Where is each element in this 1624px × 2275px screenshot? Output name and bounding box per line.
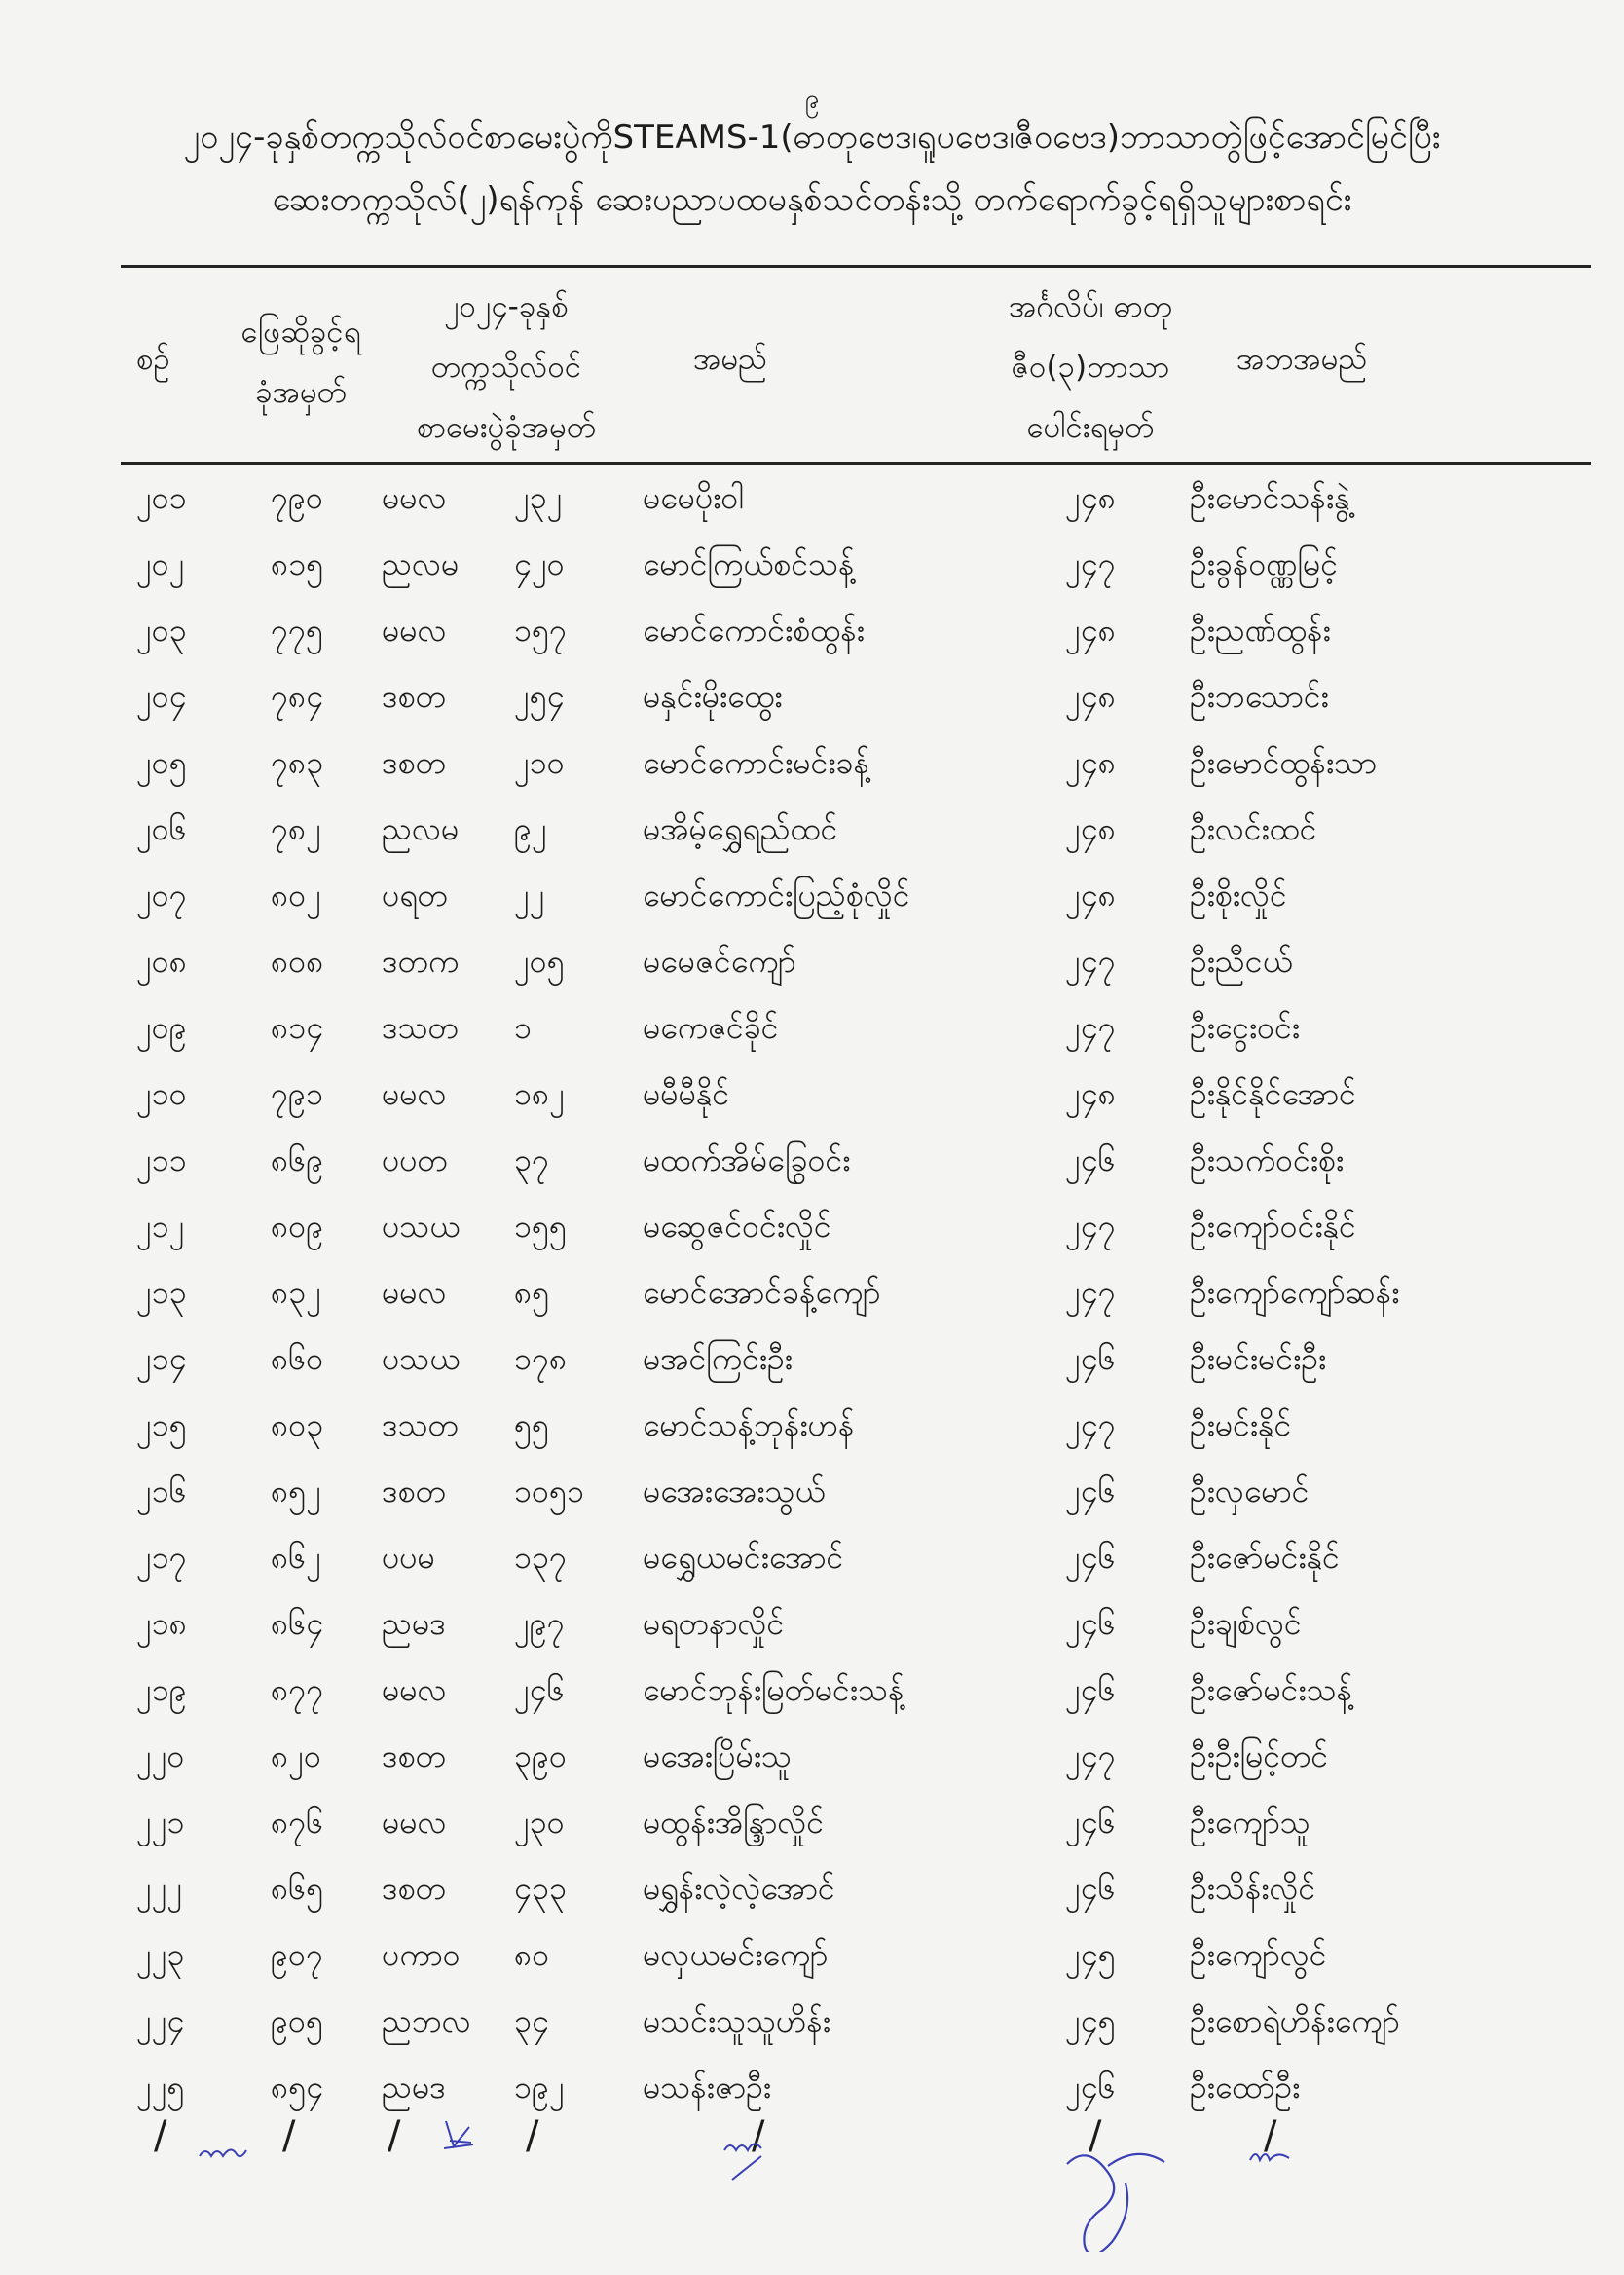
roll-number: ၈၀၉ bbox=[271, 1208, 324, 1245]
total-score: ၂၄၆ bbox=[1065, 1340, 1116, 1377]
table-row bbox=[0, 1139, 1624, 1206]
student-name: မသန်းဇာဦး bbox=[643, 2069, 771, 2106]
table-row bbox=[0, 676, 1624, 742]
student-name: မဆွေဇင်ဝင်းလှိုင် bbox=[643, 1208, 831, 1245]
header-bottom-rule bbox=[121, 462, 1591, 465]
exam-center-code: ညလမ bbox=[382, 545, 460, 582]
total-score: ၂၄၇ bbox=[1065, 1009, 1116, 1046]
exam-seat-number: ၂၃၂ bbox=[514, 479, 563, 516]
table-row bbox=[0, 1735, 1624, 1802]
total-score: ၂၄၆ bbox=[1065, 1605, 1116, 1642]
header-father-name: အဘအမည် bbox=[1236, 342, 1368, 377]
student-name: မသင်းသူသူဟိန်း bbox=[643, 2002, 830, 2039]
father-name: ဦးကျော်လွင် bbox=[1190, 1936, 1327, 1973]
table-row bbox=[0, 1802, 1624, 1868]
student-name: မောင်ကောင်းစံထွန်း bbox=[643, 612, 865, 649]
exam-center-code: မမလ bbox=[382, 1671, 447, 1708]
roll-number: ၈၆၀ bbox=[271, 1340, 324, 1377]
student-name: မထက်အိမ်ခြွေဝင်း bbox=[643, 1141, 851, 1178]
exam-center-code: ပရတ bbox=[382, 876, 448, 914]
father-name: ဦးဇော်မင်းနိုင် bbox=[1190, 1539, 1340, 1576]
roll-number: ၈၅၂ bbox=[271, 1473, 321, 1510]
father-name: ဦးလှမောင် bbox=[1190, 1473, 1310, 1510]
total-score: ၂၄၈ bbox=[1065, 1075, 1116, 1112]
exam-seat-number: ၃၉၀ bbox=[514, 1737, 567, 1774]
serial-number: ၂၂၄ bbox=[136, 2002, 185, 2039]
exam-center-code: ညမဒ bbox=[382, 1605, 446, 1642]
initials-signature-2 bbox=[436, 2111, 485, 2160]
roll-number: ၈၆၅ bbox=[271, 1870, 324, 1907]
roll-number: ၈၃၂ bbox=[271, 1274, 321, 1311]
serial-number: ၂၁၈ bbox=[136, 1605, 187, 1642]
exam-center-code: ပသယ bbox=[382, 1340, 461, 1377]
exam-center-code: ဒစတ bbox=[382, 678, 446, 715]
roll-number: ၇၈၃ bbox=[271, 744, 324, 781]
exam-center-code: ပပမ bbox=[382, 1539, 435, 1576]
table-row bbox=[0, 941, 1624, 1007]
table-row bbox=[0, 1073, 1624, 1139]
total-score: ၂၄၈ bbox=[1065, 612, 1116, 649]
table-row bbox=[0, 543, 1624, 610]
student-name: မအေးပြိမ်းသူ bbox=[643, 1737, 792, 1774]
header-exam-line-1: ၂၀၂၄-ခုနှစ် bbox=[444, 289, 569, 324]
roll-number: ၈၅၄ bbox=[271, 2069, 324, 2106]
father-name: ဦးမင်းနိုင် bbox=[1190, 1406, 1292, 1443]
header-score bbox=[964, 277, 1217, 458]
serial-number: ၂၀၃ bbox=[136, 612, 187, 649]
roll-number: ၈၀၃ bbox=[271, 1406, 324, 1443]
serial-number: ၂၁၁ bbox=[136, 1141, 187, 1178]
total-score: ၂၄၈ bbox=[1065, 744, 1116, 781]
header-score-line-1: အင်္ဂလိပ်၊ ဓာတု bbox=[1008, 289, 1173, 324]
exam-center-code: ဒစတ bbox=[382, 1870, 446, 1907]
father-name: ဦးစောရဲဟိန်းကျော် bbox=[1190, 2002, 1400, 2039]
student-name: မမေပိုးဝါ bbox=[643, 479, 744, 516]
table-row bbox=[0, 1603, 1624, 1669]
exam-seat-number: ၂၅၄ bbox=[514, 678, 565, 715]
roll-number: ၉၀၇ bbox=[271, 1936, 323, 1973]
table-row bbox=[0, 1537, 1624, 1603]
table-row bbox=[0, 2000, 1624, 2067]
father-name: ဦးမောင်ထွန်းသာ bbox=[1190, 744, 1378, 781]
roll-number: ၈၆၂ bbox=[271, 1539, 321, 1576]
header-exam-line-2: တက္ကသိုလ်ဝင် bbox=[430, 350, 582, 385]
serial-number: ၂၀၉ bbox=[136, 1009, 187, 1046]
table-row bbox=[0, 875, 1624, 941]
student-name: မမီမီနိုင် bbox=[643, 1075, 730, 1112]
initials-signature-1 bbox=[195, 2129, 263, 2168]
serial-number: ၂၂၀ bbox=[136, 1737, 185, 1774]
header-exam-number bbox=[389, 277, 623, 458]
slash-mark: / bbox=[752, 2113, 765, 2158]
father-name: ဦးနိုင်နိုင်အောင် bbox=[1190, 1075, 1356, 1112]
exam-seat-number: ၅၅ bbox=[514, 1406, 549, 1443]
total-score: ၂၄၇ bbox=[1065, 545, 1116, 582]
exam-center-code: ဒစတ bbox=[382, 744, 446, 781]
student-name: မအင်ကြင်းဦး bbox=[643, 1340, 793, 1377]
initials-signature-3 bbox=[719, 2131, 787, 2199]
exam-center-code: ညလမ bbox=[382, 810, 460, 847]
exam-seat-number: ၁၅၅ bbox=[514, 1208, 567, 1245]
total-score: ၂၄၆ bbox=[1065, 1804, 1116, 1841]
serial-number: ၂၀၂ bbox=[136, 545, 185, 582]
roll-number: ၇၈၂ bbox=[271, 810, 321, 847]
father-name: ဦးသိန်းလှိုင် bbox=[1190, 1870, 1316, 1907]
header-no: စဉ် bbox=[136, 342, 170, 377]
exam-center-code: ဒသတ bbox=[382, 1009, 459, 1046]
father-name: ဦးဘသောင်း bbox=[1190, 678, 1329, 715]
serial-number: ၂၁၇ bbox=[136, 1539, 187, 1576]
table-row bbox=[0, 610, 1624, 676]
table-row bbox=[0, 1272, 1624, 1338]
exam-center-code: ဒစတ bbox=[382, 1473, 446, 1510]
slash-mark: / bbox=[154, 2113, 167, 2158]
roll-number: ၈၇၆ bbox=[271, 1804, 324, 1841]
header-roll bbox=[218, 302, 384, 423]
exam-seat-number: ၈၅ bbox=[514, 1274, 550, 1311]
student-name: မောင်ကောင်းပြည့်စုံလှိုင် bbox=[643, 876, 910, 914]
exam-center-code: မမလ bbox=[382, 1804, 447, 1841]
exam-seat-number: ၂၃၀ bbox=[514, 1804, 565, 1841]
roll-number: ၈၀၂ bbox=[271, 876, 321, 914]
serial-number: ၂၀၈ bbox=[136, 943, 187, 980]
serial-number: ၂၁၄ bbox=[136, 1340, 187, 1377]
table-row bbox=[0, 1471, 1624, 1537]
serial-number: ၂၁၉ bbox=[136, 1671, 187, 1708]
serial-number: ၂၁၅ bbox=[136, 1406, 187, 1443]
exam-seat-number: ၂၁၀ bbox=[514, 744, 565, 781]
serial-number: ၂၀၄ bbox=[136, 678, 187, 715]
student-name: မလှယမင်းကျော် bbox=[643, 1936, 829, 1973]
total-score: ၂၄၅ bbox=[1065, 2002, 1116, 2039]
header-score-line-2: ဇီဝ(၃)ဘာသာ bbox=[1011, 350, 1170, 385]
total-score: ၂၄၇ bbox=[1065, 1737, 1116, 1774]
table-row bbox=[0, 1404, 1624, 1471]
serial-number: ၂၀၁ bbox=[136, 479, 187, 516]
header-top-rule bbox=[121, 265, 1591, 268]
serial-number: ၂၁၂ bbox=[136, 1208, 185, 1245]
serial-number: ၂၁၃ bbox=[136, 1274, 187, 1311]
total-score: ၂၄၆ bbox=[1065, 1870, 1116, 1907]
exam-center-code: ညမဒ bbox=[382, 2069, 446, 2106]
student-name: မောင်ကြယ်စင်သန့် bbox=[643, 545, 855, 582]
exam-center-code: ဒစတ bbox=[382, 1737, 446, 1774]
father-name: ဦးကျော်ကျော်ဆန်း bbox=[1190, 1274, 1400, 1311]
student-name: မောင်ဘုန်းမြတ်မင်းသန့် bbox=[643, 1671, 904, 1708]
table-row bbox=[0, 477, 1624, 543]
table-row bbox=[0, 1934, 1624, 2000]
roll-number: ၈၆၄ bbox=[271, 1605, 324, 1642]
total-score: ၂၄၇ bbox=[1065, 943, 1116, 980]
exam-seat-number: ၁၉၂ bbox=[514, 2069, 565, 2106]
serial-number: ၂၂၁ bbox=[136, 1804, 185, 1841]
serial-number: ၂၂၃ bbox=[136, 1936, 185, 1973]
header-score-line-3: ပေါင်းရမှတ် bbox=[1026, 410, 1155, 445]
student-name: မကေဇင်ခိုင် bbox=[643, 1009, 779, 1046]
header-name: အမည် bbox=[693, 342, 768, 377]
exam-seat-number: ၂၄၆ bbox=[514, 1671, 565, 1708]
roll-number: ၈၁၄ bbox=[271, 1009, 324, 1046]
slash-mark: / bbox=[388, 2113, 401, 2158]
exam-center-code: ပသယ bbox=[382, 1208, 461, 1245]
header-roll-line-1: ဖြေဆိုခွင့်ရ bbox=[240, 315, 361, 350]
father-name: ဦးကျော်ဝင်းနိုင် bbox=[1190, 1208, 1356, 1245]
student-name: မောင်အောင်ခန့်ကျော် bbox=[643, 1274, 881, 1311]
father-name: ဦးညီငယ် bbox=[1190, 943, 1293, 980]
total-score: ၂၄၇ bbox=[1065, 1274, 1116, 1311]
exam-seat-number: ၄၃၃ bbox=[514, 1870, 567, 1907]
exam-center-code: ညဘလ bbox=[382, 2002, 471, 2039]
student-name: မမေဇင်ကျော် bbox=[643, 943, 796, 980]
student-name: မောင်သန့်ဘုန်းဟန် bbox=[643, 1406, 855, 1443]
table-row bbox=[0, 1007, 1624, 1073]
table-row bbox=[0, 808, 1624, 875]
table-row bbox=[0, 1206, 1624, 1272]
roll-number: ၈၀၈ bbox=[271, 943, 324, 980]
slash-mark: / bbox=[526, 2113, 539, 2158]
exam-center-code: မမလ bbox=[382, 612, 447, 649]
total-score: ၂၄၆ bbox=[1065, 1671, 1116, 1708]
student-name: မရတနာလှိုင် bbox=[643, 1605, 785, 1642]
total-score: ၂၄၆ bbox=[1065, 1539, 1116, 1576]
student-name: မအေးအေးသွယ် bbox=[643, 1473, 826, 1510]
total-score: ၂၄၈ bbox=[1065, 479, 1116, 516]
father-name: ဦးကျော်သူ bbox=[1190, 1804, 1310, 1841]
exam-center-code: မမလ bbox=[382, 1075, 447, 1112]
exam-seat-number: ၉၂ bbox=[514, 810, 547, 847]
roll-number: ၈၇၇ bbox=[271, 1671, 324, 1708]
page-number: ၉ bbox=[804, 85, 820, 114]
father-name: ဦးချစ်လွင် bbox=[1190, 1605, 1302, 1642]
document-title-line-2: ဆေးတက္ကသိုလ်(၂)ရန်ကုန် ဆေးပညာပထမနှစ်သင်တန်းသို့ တက်ရောက်ခွင့်ရရှိသူများစာရင်း bbox=[272, 180, 1352, 219]
total-score: ၂၄၆ bbox=[1065, 2069, 1116, 2106]
header-roll-line-2: ခုံအမှတ် bbox=[255, 375, 347, 410]
exam-center-code: မမလ bbox=[382, 479, 447, 516]
table-row bbox=[0, 1669, 1624, 1735]
slash-mark: / bbox=[1089, 2113, 1102, 2158]
total-score: ၂၄၈ bbox=[1065, 876, 1116, 914]
total-score: ၂၄၅ bbox=[1065, 1936, 1116, 1973]
roll-number: ၇၉၁ bbox=[271, 1075, 323, 1112]
father-name: ဦးမင်းမင်းဦး bbox=[1190, 1340, 1327, 1377]
father-name: ဦးလင်းထင် bbox=[1190, 810, 1317, 847]
table-row bbox=[0, 742, 1624, 808]
exam-seat-number: ၈၀ bbox=[514, 1936, 550, 1973]
roll-number: ၈၆၉ bbox=[271, 1141, 324, 1178]
roll-number: ၇၇၅ bbox=[271, 612, 323, 649]
document-title-line-1: ၂၀၂၄-ခုနှစ်တက္ကသိုလ်ဝင်စာမေးပွဲကိုSTEAMS-1(ဓာတုဗေဒ၊ရူပဗေဒ၊ဇီဝဗေဒ)ဘာသာတွဲဖြင့်အောင်မြင်ပြီး bbox=[183, 118, 1441, 157]
initials-signature-4 bbox=[1057, 2135, 1174, 2252]
father-name: ဦးညဏ်ထွန်း bbox=[1190, 612, 1331, 649]
slash-mark: / bbox=[282, 2113, 296, 2158]
serial-number: ၂၀၆ bbox=[136, 810, 187, 847]
student-name: မနှင်းမိုးထွေး bbox=[643, 678, 783, 715]
initials-signature-5 bbox=[1246, 2141, 1295, 2170]
exam-seat-number: ၂၀၅ bbox=[514, 943, 565, 980]
total-score: ၂၄၇ bbox=[1065, 1208, 1116, 1245]
exam-seat-number: ၃၇ bbox=[514, 1141, 549, 1178]
student-name: မအိမ့်ရွှေရည်ထင် bbox=[643, 810, 838, 847]
roll-number: ၇၈၄ bbox=[271, 678, 324, 715]
exam-center-code: ဒတက bbox=[382, 943, 460, 980]
exam-seat-number: ၁၃၇ bbox=[514, 1539, 567, 1576]
student-name: မထွန်းအိန္ဒြာလှိုင် bbox=[643, 1804, 825, 1841]
exam-seat-number: ၄၂၀ bbox=[514, 545, 565, 582]
exam-center-code: မမလ bbox=[382, 1274, 447, 1311]
total-score: ၂၄၆ bbox=[1065, 1141, 1116, 1178]
exam-seat-number: ၃၄ bbox=[514, 2002, 549, 2039]
exam-seat-number: ၂၉၇ bbox=[514, 1605, 565, 1642]
table-row bbox=[0, 1868, 1624, 1934]
serial-number: ၂၀၅ bbox=[136, 744, 187, 781]
total-score: ၂၄၆ bbox=[1065, 1473, 1116, 1510]
serial-number: ၂၂၂ bbox=[136, 1870, 183, 1907]
serial-number: ၂၀၇ bbox=[136, 876, 187, 914]
father-name: ဦးသက်ဝင်းစိုး bbox=[1190, 1141, 1345, 1178]
exam-seat-number: ၁၀၅၁ bbox=[514, 1473, 584, 1510]
serial-number: ၂၂၅ bbox=[136, 2069, 185, 2106]
header-exam-line-3: စာမေးပွဲခုံအမှတ် bbox=[416, 410, 597, 445]
exam-seat-number: ၁ bbox=[514, 1009, 532, 1046]
exam-seat-number: ၁၅၇ bbox=[514, 612, 567, 649]
exam-center-code: ပကာဝ bbox=[382, 1936, 461, 1973]
total-score: ၂၄၇ bbox=[1065, 1406, 1116, 1443]
student-name: မောင်ကောင်းမင်းခန့် bbox=[643, 744, 869, 781]
exam-center-code: ဒသတ bbox=[382, 1406, 459, 1443]
father-name: ဦးခွန်ဝဏ္ဏမြင့် bbox=[1190, 545, 1339, 582]
serial-number: ၂၁၀ bbox=[136, 1075, 187, 1112]
exam-seat-number: ၁၈၂ bbox=[514, 1075, 565, 1112]
table-row bbox=[0, 1338, 1624, 1404]
exam-seat-number: ၁၇၈ bbox=[514, 1340, 568, 1377]
father-name: ဦးထော်ဦး bbox=[1190, 2069, 1301, 2106]
total-score: ၂၄၈ bbox=[1065, 810, 1116, 847]
student-name: မရွှေယမင်းအောင် bbox=[643, 1539, 844, 1576]
father-name: ဦးဦးမြင့်တင် bbox=[1190, 1737, 1329, 1774]
serial-number: ၂၁၆ bbox=[136, 1473, 187, 1510]
student-name: မရွှန်းလဲ့လဲ့အောင် bbox=[643, 1870, 835, 1907]
roll-number: ၈၁၅ bbox=[271, 545, 324, 582]
roll-number: ၉၀၅ bbox=[271, 2002, 323, 2039]
father-name: ဦးဇော်မင်းသန့် bbox=[1190, 1671, 1353, 1708]
exam-seat-number: ၂၂ bbox=[514, 876, 545, 914]
father-name: ဦးငွေးဝင်း bbox=[1190, 1009, 1300, 1046]
slash-mark: / bbox=[1264, 2113, 1277, 2158]
total-score: ၂၄၈ bbox=[1065, 678, 1116, 715]
roll-number: ၇၉၀ bbox=[271, 479, 323, 516]
roll-number: ၈၂၀ bbox=[271, 1737, 321, 1774]
exam-center-code: ပပတ bbox=[382, 1141, 448, 1178]
father-name: ဦးစိုးလှိုင် bbox=[1190, 876, 1287, 914]
father-name: ဦးမောင်သန်းနွဲ့ bbox=[1190, 479, 1350, 516]
